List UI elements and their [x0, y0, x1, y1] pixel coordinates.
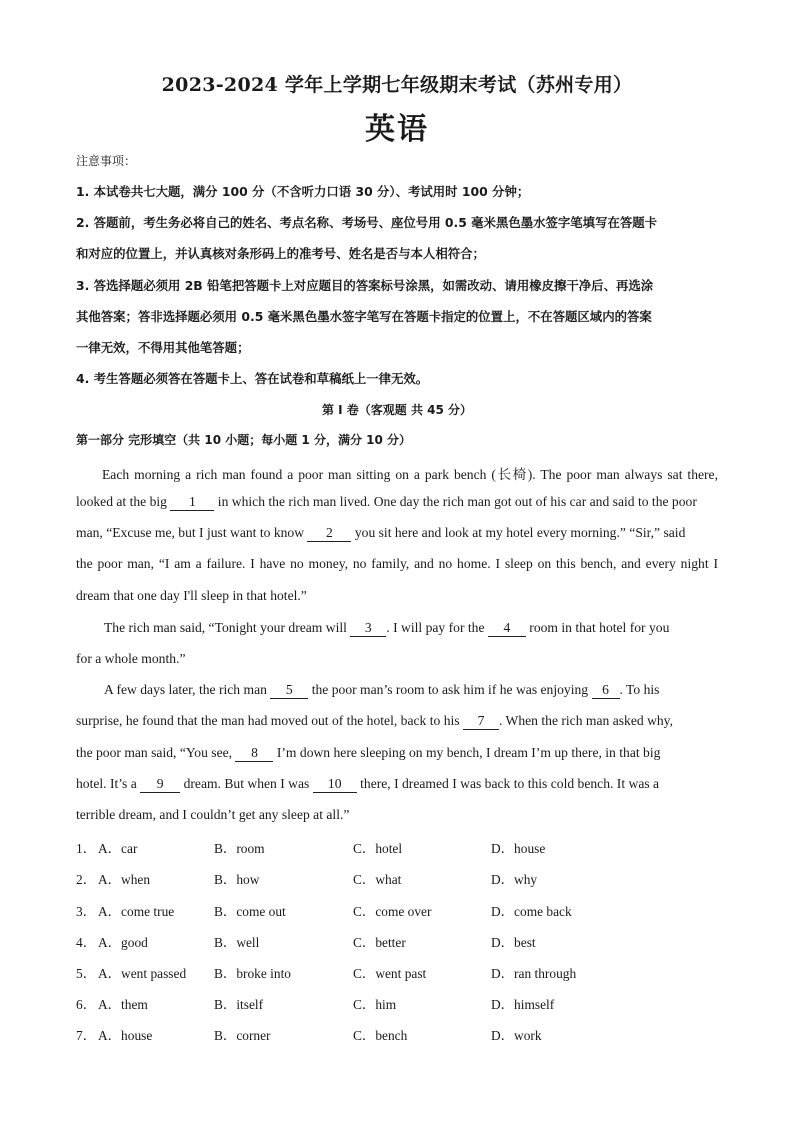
blank-5: 5	[270, 683, 308, 699]
passage-line-6	[104, 620, 669, 637]
option-d: D．why	[491, 872, 538, 887]
subject-title: 英语	[365, 112, 429, 147]
passage-text: . I will pay for the	[386, 620, 485, 635]
passage-text: . To his	[619, 682, 660, 697]
passage-text: dream. But when I was	[183, 776, 310, 791]
passage-text: you sit here and look at my hotel every morning.” “Sir,” said	[354, 525, 686, 540]
passage-line-9	[76, 713, 673, 730]
question-number: 6．	[76, 997, 97, 1012]
note-item-2-cont: 和对应的位置上，并认真核对条形码上的准考号、姓名是否与本人相符合；	[76, 246, 485, 261]
volume-heading: 第 I 卷（客观题 共 45 分）	[321, 403, 473, 417]
passage-line-8	[104, 682, 659, 699]
passage-text: room in that hotel for you	[529, 620, 670, 635]
passage-text: I’m down here sleeping on my bench, I dream I’m up there, in that big	[276, 745, 661, 760]
option-c: C．bench	[353, 1028, 408, 1043]
option-c: C．went past	[353, 966, 427, 981]
option-a: A．them	[98, 997, 148, 1012]
question-number: 4．	[76, 935, 97, 950]
passage-text: the poor man’s room to ask him if he was enjoying	[311, 682, 589, 697]
option-a: A．when	[98, 872, 151, 887]
passage-line-1: Each morning a rich man found a poor man sitting on a park bench (长椅). The poor man always sat there,	[102, 467, 718, 482]
question-number: 1．	[76, 841, 97, 856]
option-b: B．come out	[214, 904, 286, 919]
blank-3: 3	[350, 621, 386, 637]
passage-text: surprise, he found that the man had moved out of the hotel, back to his	[76, 713, 460, 728]
option-c: C．what	[353, 872, 402, 887]
passage-text: The rich man said, “Tonight your dream will	[104, 620, 347, 635]
note-item-3-cont-2: 一律无效，不得用其他笔答题；	[76, 340, 250, 355]
option-c: C．hotel	[353, 841, 403, 856]
passage-line-4: the poor man, “I am a failure. I have no money, no family, and no home. I sleep on this bench, and every night I	[76, 556, 718, 571]
option-d: D．best	[491, 935, 536, 950]
option-d: D．come back	[491, 904, 572, 919]
question-number: 2．	[76, 872, 97, 887]
passage-line-10	[76, 745, 660, 762]
option-b: B．well	[214, 935, 260, 950]
note-item-3-cont: 其他答案；答非选择题必须用 0.5 毫米黑色墨水签字笔写在答题卡指定的位置上，不在答题区域内的答案	[76, 309, 652, 324]
blank-2: 2	[307, 526, 351, 542]
option-d: D．ran through	[491, 966, 577, 981]
option-b: B．itself	[214, 997, 264, 1012]
passage-line-3	[76, 525, 685, 542]
option-a: A．car	[98, 841, 138, 856]
option-b: B．how	[214, 872, 260, 887]
passage-text: . When the rich man asked why,	[498, 713, 673, 728]
exam-title: 2023-2024 学年上学期七年级期末考试（苏州专用）	[161, 74, 633, 96]
part1-heading: 第一部分 完形填空（共 10 小题；每小题 1 分，满分 10 分）	[76, 433, 411, 447]
question-number: 5．	[76, 966, 97, 981]
passage-text: hotel. It’s a	[76, 776, 137, 791]
passage-line-12: terrible dream, and I couldn’t get any sleep at all.”	[76, 807, 350, 822]
note-item-3: 3. 答选择题必须用 2B 铅笔把答题卡上对应题目的答案标号涂黑，如需改动、请用橡皮擦干净后、再选涂	[76, 278, 654, 293]
note-item-1: 1. 本试卷共七大题，满分 100 分（不含听力口语 30 分）、考试用时 100 分钟；	[76, 184, 530, 199]
question-number: 3．	[76, 904, 97, 919]
option-c: C．better	[353, 935, 406, 950]
blank-1: 1	[170, 495, 214, 511]
blank-4: 4	[488, 621, 526, 637]
option-b: B．broke into	[214, 966, 291, 981]
option-c: C．him	[353, 997, 397, 1012]
option-a: A．good	[98, 935, 148, 950]
passage-text: in which the rich man lived. One day the rich man got out of his car and said to the poor	[217, 494, 697, 509]
passage-line-11	[76, 776, 659, 793]
question-number: 7．	[76, 1028, 97, 1043]
blank-10: 10	[313, 777, 357, 793]
option-d: D．work	[491, 1028, 542, 1043]
passage-line-5: dream that one day I'll sleep in that hotel.”	[76, 588, 307, 603]
passage-line-7: for a whole month.”	[76, 651, 186, 666]
passage-text: looked at the big	[76, 494, 167, 509]
passage-text: there, I dreamed I was back to this cold bench. It was a	[360, 776, 660, 791]
passage-line-2	[76, 494, 697, 511]
notes-heading: 注意事项：	[76, 154, 137, 168]
option-b: B．corner	[214, 1028, 271, 1043]
option-a: A．come true	[98, 904, 175, 919]
option-b: B．room	[214, 841, 265, 856]
option-a: A．went passed	[98, 966, 187, 981]
option-d: D．house	[491, 841, 546, 856]
blank-6: 6	[592, 683, 620, 699]
blank-9: 9	[140, 777, 180, 793]
option-a: A．house	[98, 1028, 153, 1043]
option-c: C．come over	[353, 904, 432, 919]
passage-text: A few days later, the rich man	[104, 682, 267, 697]
option-d: D．himself	[491, 997, 555, 1012]
blank-7: 7	[463, 714, 499, 730]
passage-text: the poor man said, “You see,	[76, 745, 233, 760]
note-item-4: 4. 考生答题必须答在答题卡上、答在试卷和草稿纸上一律无效。	[76, 371, 429, 386]
note-item-2: 2. 答题前，考生务必将自己的姓名、考点名称、考场号、座位号用 0.5 毫米黑色墨水签字笔填写在答题卡	[76, 215, 658, 230]
passage-text: man, “Excuse me, but I just want to know	[76, 525, 305, 540]
blank-8: 8	[235, 746, 273, 762]
